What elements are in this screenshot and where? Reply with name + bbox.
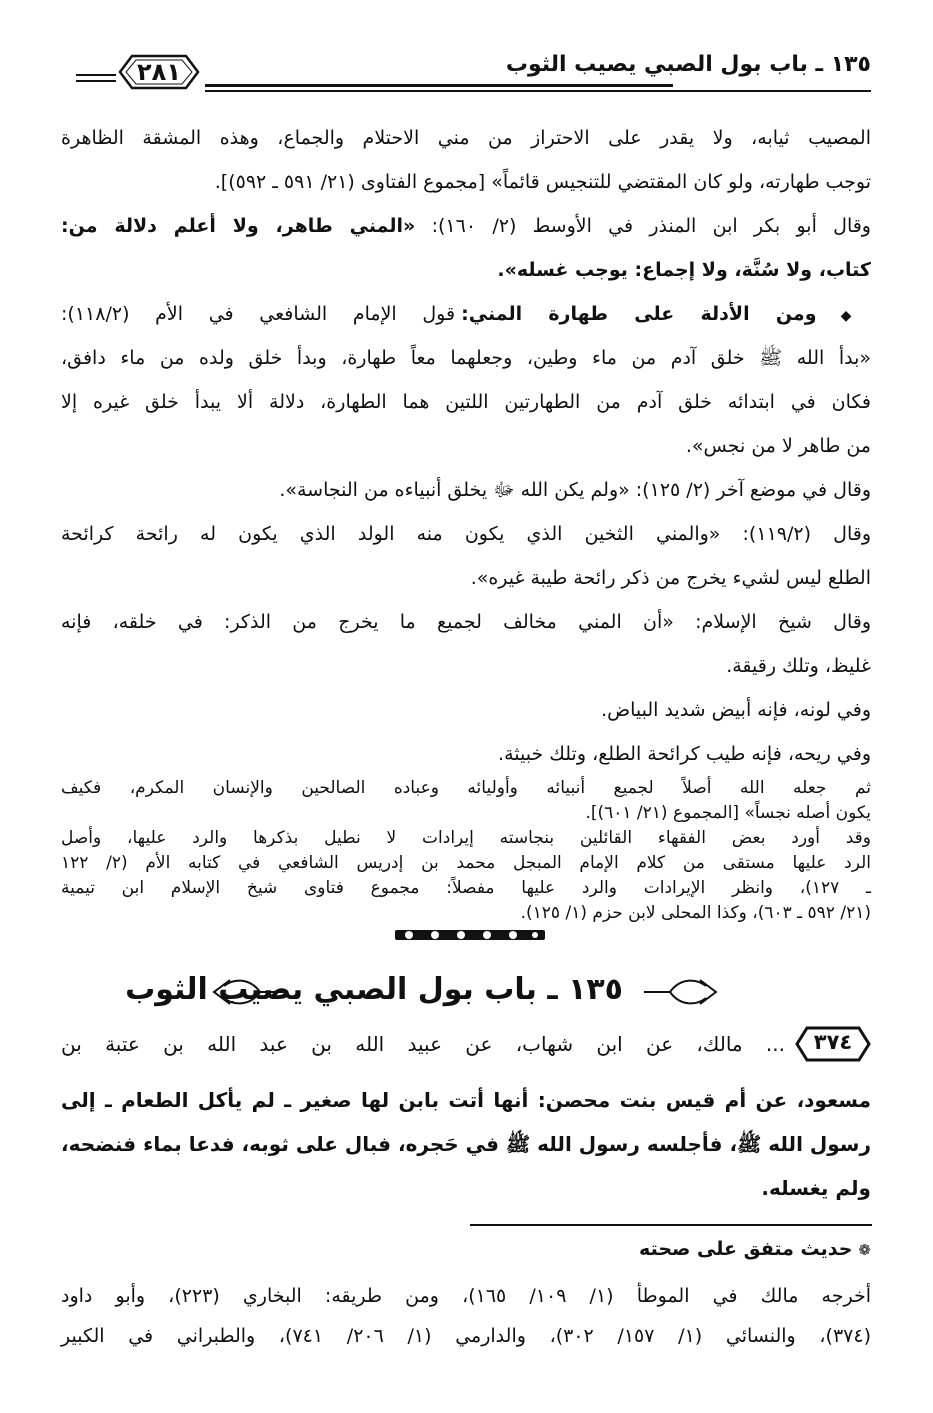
header-rule: [205, 84, 673, 87]
section-lead: ومن الأدلة على طهارة المني:: [461, 303, 817, 325]
body-line: الطلع ليس لشيء يخرج من ذكر رائحة طيبة غيره».: [470, 567, 871, 589]
body-line: من طاهر لا من نجس».: [685, 435, 871, 457]
hadith-number: ٣٧٤: [813, 1030, 853, 1054]
header-rule-left: [76, 80, 116, 82]
body-line-text: وقال أبو بكر ابن المنذر في الأوسط (٢/ ١٦٠):: [415, 215, 871, 237]
chapter-title: ١٣٥ ـ باب بول الصبي يصيب الثوب: [125, 972, 623, 1007]
body-line-text: قول الإمام الشافعي في الأم (١١٨/٢):: [61, 303, 462, 325]
bold-quote: كتاب، ولا سُنَّة، ولا إجماع: يوجب غسله».: [497, 259, 871, 281]
body-line: توجب طهارته، ولو كان المقتضي للتنجيس قائماً» [مجموع الفتاوى (٢١/ ٥٩١ ـ ٥٩٢)].: [214, 171, 871, 193]
body-line: (٢١/ ٥٩٢ ـ ٦٠٣)، وكذا المحلى لابن حزم (١/ ١٢٥).: [520, 903, 871, 923]
body-line: «بدأ الله ﷺ خلق آدم من ماء وطين، وجعلهما معاً طهارة، وبدأ خلق ولده من ماء دافق،: [61, 347, 871, 369]
bold-quote: «المني طاهر، ولا أعلم دلالة من:: [61, 215, 416, 237]
page-number-badge: [118, 52, 200, 92]
body-line: وقال (١١٩/٢): «والمني الثخين الذي يكون منه الولد الذي يكون له رائحة كرائحة: [61, 523, 871, 545]
heading-flourish-left-icon: [210, 972, 290, 1012]
header-rule-left: [76, 74, 116, 76]
body-line: المصيب ثيابه، ولا يقدر على الاحتراز من مني الاحتلام والجماع، وهذه المشقة الظاهرة: [61, 127, 871, 149]
body-line: وقال شيخ الإسلام: «أن المني مخالف لجميع ما يخرج من الذكر: في خلقه، فإنه: [61, 611, 871, 633]
body-line: يكون أصله نجساً» [المجموع (٢١/ ٦٠١)].: [585, 803, 871, 823]
footnote-line: أخرجه مالك في الموطأ (١/ ١٠٩/ ١٦٥)، ومن طريقه: البخاري (٢٢٣)، وأبو داود: [61, 1285, 871, 1307]
footnote-mark-icon: ❁: [858, 1241, 871, 1259]
body-line: وفي لونه، فإنه أبيض شديد البياض.: [601, 699, 871, 721]
footnote-heading-text: حديث متفق على صحته: [639, 1238, 853, 1260]
footnote-heading: [639, 1238, 871, 1260]
body-line: [61, 292, 871, 336]
footnote-line: (٣٧٤)، والنسائي (١/ ١٥٧/ ٣٠٢)، والدارمي (١/ ٢٠٦/ ٧٤١)، والطبراني في الكبير: [61, 1325, 871, 1347]
body-line: غليظ، وتلك رقيقة.: [726, 655, 871, 677]
hadith-line: مسعود، عن أم قيس بنت محصن: أنها أتت بابن لها صغير ـ لم يأكل الطعام ـ إلى: [61, 1088, 871, 1112]
hadith-number-badge: [795, 1025, 871, 1063]
diamond-bullet-icon: ◆: [816, 308, 871, 324]
body-line: وفي ريحه، فإنه طيب كرائحة الطلع، وتلك خبيثة.: [498, 743, 871, 765]
heading-flourish-right-icon: [640, 972, 720, 1012]
hadith-line: رسول الله ﷺ، فأجلسه رسول الله ﷺ في حَجره، فبال على ثوبه، فدعا بماء فنضحه،: [61, 1132, 871, 1156]
body-line: ـ ١٢٧)، وانظر الإيرادات والرد عليها مفصلاً: مجموع فتاوى شيخ الإسلام ابن تيمية: [61, 878, 871, 898]
body-line: فكان في ابتدائه خلق آدم من الطهارتين اللتين هما الطهارة، دلالة ألا يبدأ خلق غيره إلا: [61, 391, 871, 413]
footnote-rule: [470, 1224, 872, 1226]
body-line: ثم جعله الله أصلاً لجميع أنبيائه وأوليائه وعباده الصالحين والإنسان المكرم، فكيف: [61, 778, 871, 798]
header-rule: [205, 90, 871, 92]
hadith-line: ... مالك، عن ابن شهاب، عن عبيد الله بن عبد الله بن عتبة بن: [61, 1032, 785, 1056]
hadith-line: ولم يغسله.: [761, 1176, 871, 1200]
body-line: وقال في موضع آخر (٢/ ١٢٥): «ولم يكن الله ﷻ يخلق أنبياءه من النجاسة».: [279, 479, 871, 501]
running-title: ١٣٥ ـ باب بول الصبي يصيب الثوب: [505, 52, 871, 77]
body-line: الرد عليها مستقى من كلام الإمام المبجل محمد بن إدريس الشافعي في كتابه الأم (٢/ ١٢٢: [61, 853, 871, 873]
body-line: [61, 204, 871, 248]
page-number: ٢٨١: [137, 58, 181, 86]
body-line: وقد أورد بعض الفقهاء القائلين بنجاسته إيرادات لا نطيل بذكرها والرد عليها، وأصل: [61, 828, 871, 848]
ornament-divider-icon: [395, 926, 545, 944]
body-line: [61, 248, 871, 292]
